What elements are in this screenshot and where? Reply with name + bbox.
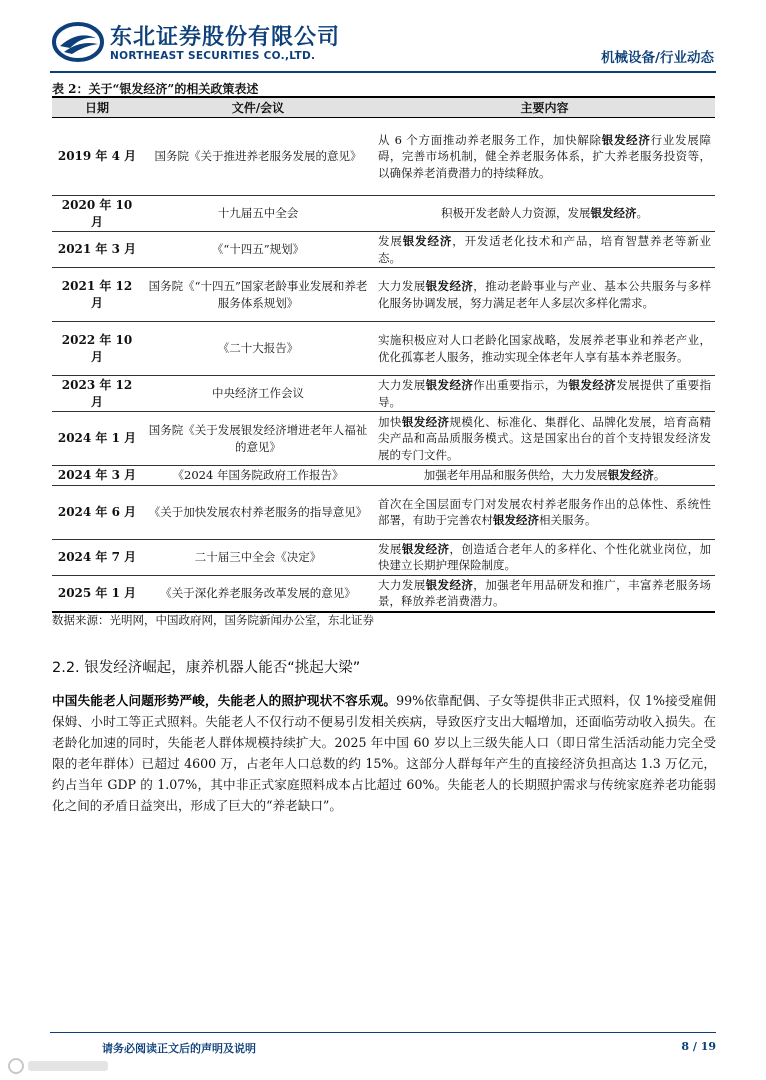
- company-name-en: NORTHEAST SECURITIES CO.,LTD.: [110, 50, 316, 62]
- row-date: 2024 年 7 月: [52, 539, 142, 575]
- footer-disclaimer: 请务必阅读正文后的声明及说明: [102, 1042, 256, 1055]
- policy-table: [52, 96, 715, 613]
- row-content: 大力发展银发经济，推动老龄事业与产业、基本公共服务与多样化服务协调发展，努力满足老年人多层次多样化需求。: [374, 268, 715, 322]
- row-content: 发展银发经济，创造适合老年人的多样化、个性化就业岗位，加快建立长期护理保险制度。: [374, 539, 715, 575]
- row-date: 2020 年 10 月: [52, 196, 142, 232]
- row-date: 2024 年 3 月: [52, 466, 142, 486]
- table-row: [52, 466, 715, 486]
- table-row: [52, 575, 715, 612]
- column-header-doc: 文件/会议: [142, 97, 374, 118]
- table-row: [52, 539, 715, 575]
- table-source: 数据来源：光明网，中国政府网，国务院新闻办公室，东北证券: [52, 613, 374, 627]
- table-row: [52, 232, 715, 268]
- row-date: 2019 年 4 月: [52, 118, 142, 196]
- row-content: 积极开发老龄人力资源，发展银发经济。: [374, 196, 715, 232]
- row-content: 大力发展银发经济，加强老年用品研发和推广，丰富养老服务场景，释放养老消费潜力。: [374, 575, 715, 612]
- page-number: 8 / 19: [681, 1040, 716, 1053]
- row-content: 首次在全国层面专门对发展农村养老服务作出的总体性、系统性部署，有助于完善农村银发经济相关服务。: [374, 485, 715, 539]
- report-section-tag: 机械设备/行业动态: [601, 50, 714, 66]
- table-row: [52, 196, 715, 232]
- row-document: 《2024 年国务院政府工作报告》: [142, 466, 374, 486]
- paragraph-lead: 中国失能老人问题形势严峻，失能老人的照护现状不容乐观。: [52, 693, 397, 708]
- row-date: 2024 年 6 月: [52, 485, 142, 539]
- page-header: [0, 0, 766, 75]
- table-row: [52, 485, 715, 539]
- row-content: 实施积极应对人口老龄化国家战略，发展养老事业和养老产业，优化孤寡老人服务，推动实现全体老年人享有基本养老服务。: [374, 322, 715, 376]
- company-name-cn: 东北证券股份有限公司: [110, 25, 341, 50]
- row-document: 十九届五中全会: [142, 196, 374, 232]
- column-header-content: 主要内容: [374, 97, 715, 118]
- header-divider: [50, 71, 716, 73]
- row-document: 国务院《关于发展银发经济增进老年人福祉的意见》: [142, 412, 374, 466]
- table-row: [52, 376, 715, 412]
- row-document: 《关于深化养老服务改革发展的意见》: [142, 575, 374, 612]
- section-heading: 2.2. 银发经济崛起，康养机器人能否“挑起大梁”: [52, 660, 361, 676]
- column-header-date: 日期: [52, 97, 142, 118]
- company-logo-icon: [52, 22, 104, 62]
- table-row: [52, 322, 715, 376]
- table-row: [52, 268, 715, 322]
- watermark-logo-icon: [6, 1056, 116, 1076]
- table-caption: 表 2：关于“银发经济”的相关政策表述: [52, 82, 259, 96]
- table-row: [52, 412, 715, 466]
- row-content: 大力发展银发经济作出重要指示，为银发经济发展提供了重要指导。: [374, 376, 715, 412]
- row-date: 2024 年 1 月: [52, 412, 142, 466]
- row-content: 发展银发经济，开发适老化技术和产品，培育智慧养老等新业态。: [374, 232, 715, 268]
- row-date: 2023 年 12 月: [52, 376, 142, 412]
- row-document: 中央经济工作会议: [142, 376, 374, 412]
- row-content: 加快银发经济规模化、标准化、集群化、品牌化发展，培育高精尖产品和高品质服务模式。这是国家出台的首个支持银发经济发展的专门文件。: [374, 412, 715, 466]
- row-content: 从 6 个方面推动养老服务工作，加快解除银发经济行业发展障碍，完善市场机制，健全养老服务体系，扩大养老服务投资等，以确保养老消费潜力的持续释放。: [374, 118, 715, 196]
- row-document: 国务院《“十四五”国家老龄事业发展和养老服务体系规划》: [142, 268, 374, 322]
- body-paragraph: [52, 690, 716, 816]
- row-document: 二十届三中全会《决定》: [142, 539, 374, 575]
- table-row: [52, 118, 715, 196]
- row-date: 2025 年 1 月: [52, 575, 142, 612]
- row-document: 《二十大报告》: [142, 322, 374, 376]
- table-header-row: [52, 97, 715, 118]
- row-document: 《“十四五”规划》: [142, 232, 374, 268]
- paragraph-body: 99%依靠配偶、子女等提供非正式照料，仅 1%接受雇佣保姆、小时工等正式照料。失能老人不仅行动不便易引发相关疾病，导致医疗支出大幅增加，还面临劳动收入损失。在老龄化加速的同时，失能老人群体规模持续扩大。2025 年中国 60 岁以上三级失能人口（即日常生活活动能力完全受限的老年群体）已超过 4600 万，占老年人口总数的约 15%。这部分人群每年产生的直接经济负担高达 1.3 万亿元，约占当年 GDP 的 1.07%，其中非正式家庭照料成本占比超过 60%。失能老人的长期照护需求与传统家庭养老功能弱化之间的矛盾日益突出，形成了巨大的“养老缺口”。: [52, 693, 716, 813]
- row-content: 加强老年用品和服务供给，大力发展银发经济。: [374, 466, 715, 486]
- footer-divider: [50, 1032, 716, 1033]
- row-date: 2021 年 12 月: [52, 268, 142, 322]
- row-date: 2021 年 3 月: [52, 232, 142, 268]
- row-document: 国务院《关于推进养老服务发展的意见》: [142, 118, 374, 196]
- row-date: 2022 年 10 月: [52, 322, 142, 376]
- row-document: 《关于加快发展农村养老服务的指导意见》: [142, 485, 374, 539]
